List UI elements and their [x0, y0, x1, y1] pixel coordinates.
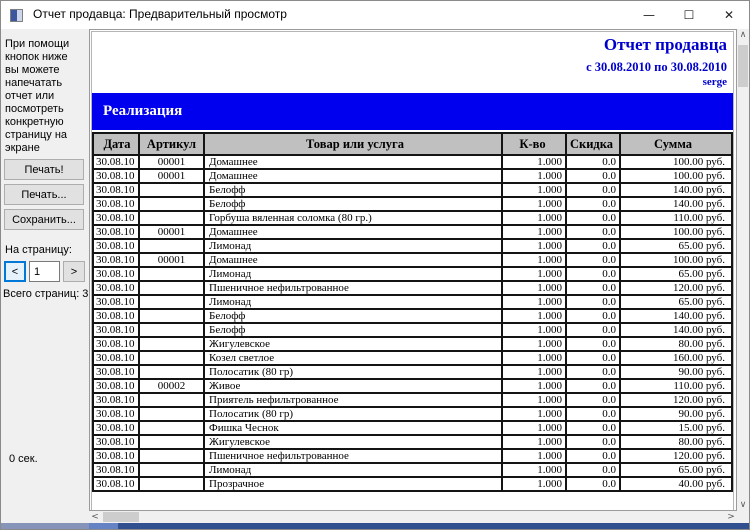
table-cell: 160.00 руб.: [620, 351, 732, 365]
table-row: [93, 421, 732, 435]
table-cell: Приятель нефильтрованное: [204, 393, 502, 407]
table-row: [93, 253, 732, 267]
table-cell: 0.0: [566, 239, 620, 253]
window-controls: [629, 1, 749, 29]
table-cell: 80.00 руб.: [620, 337, 732, 351]
table-cell: 0.0: [566, 449, 620, 463]
column-header: К-во: [502, 133, 566, 155]
table-cell: 1.000: [502, 323, 566, 337]
table-cell: [139, 267, 204, 281]
table-cell: 30.08.10: [93, 211, 139, 225]
table-cell: 30.08.10: [93, 239, 139, 253]
column-header: Скидка: [566, 133, 620, 155]
table-row: [93, 435, 732, 449]
table-cell: 1.000: [502, 295, 566, 309]
table-cell: 30.08.10: [93, 477, 139, 491]
table-row: [93, 393, 732, 407]
table-cell: Живое: [204, 379, 502, 393]
sales-table-body: [93, 155, 732, 491]
table-cell: 30.08.10: [93, 421, 139, 435]
table-row: [93, 197, 732, 211]
table-cell: 1.000: [502, 435, 566, 449]
table-cell: 30.08.10: [93, 365, 139, 379]
table-cell: 90.00 руб.: [620, 365, 732, 379]
table-cell: 0.0: [566, 211, 620, 225]
table-cell: 0.0: [566, 351, 620, 365]
table-cell: 30.08.10: [93, 463, 139, 477]
table-cell: 00001: [139, 253, 204, 267]
table-cell: 30.08.10: [93, 295, 139, 309]
table-cell: 1.000: [502, 309, 566, 323]
table-row: [93, 463, 732, 477]
table-cell: 00001: [139, 169, 204, 183]
table-cell: 1.000: [502, 197, 566, 211]
table-cell: [139, 239, 204, 253]
table-cell: 90.00 руб.: [620, 407, 732, 421]
table-cell: 65.00 руб.: [620, 463, 732, 477]
table-cell: 30.08.10: [93, 309, 139, 323]
report-page: [91, 31, 734, 511]
table-cell: 100.00 руб.: [620, 169, 732, 183]
table-row: [93, 169, 732, 183]
sidebar: [1, 29, 89, 523]
horizontal-scrollbar[interactable]: [89, 511, 737, 523]
table-cell: 140.00 руб.: [620, 309, 732, 323]
table-row: [93, 309, 732, 323]
table-cell: [139, 477, 204, 491]
table-cell: 65.00 руб.: [620, 267, 732, 281]
table-cell: 30.08.10: [93, 169, 139, 183]
bottom-strip-left: [1, 523, 89, 529]
horizontal-scroll-thumb[interactable]: [103, 512, 139, 522]
table-cell: 0.0: [566, 155, 620, 169]
table-cell: Лимонад: [204, 239, 502, 253]
table-cell: 100.00 руб.: [620, 225, 732, 239]
table-cell: 30.08.10: [93, 435, 139, 449]
report-user: serge: [702, 76, 727, 88]
table-cell: 0.0: [566, 323, 620, 337]
vertical-scroll-thumb[interactable]: [738, 45, 748, 87]
scroll-right-icon[interactable]: >: [725, 511, 737, 523]
table-cell: [139, 281, 204, 295]
sales-table-head: [93, 133, 732, 155]
title-bar: [1, 1, 749, 29]
table-cell: 30.08.10: [93, 351, 139, 365]
maximize-button[interactable]: ☐: [669, 1, 709, 29]
table-cell: 0.0: [566, 309, 620, 323]
table-cell: 0.0: [566, 267, 620, 281]
table-cell: Горбуша вяленная соломка (80 гр.): [204, 211, 502, 225]
table-cell: 0.0: [566, 407, 620, 421]
table-cell: 00002: [139, 379, 204, 393]
table-cell: Полосатик (80 гр): [204, 365, 502, 379]
table-cell: [139, 393, 204, 407]
preview-area: [89, 29, 749, 523]
table-cell: Домашнее: [204, 155, 502, 169]
table-cell: 30.08.10: [93, 183, 139, 197]
table-cell: 100.00 руб.: [620, 155, 732, 169]
table-cell: 0.0: [566, 253, 620, 267]
table-cell: Пшеничное нефильтрованное: [204, 281, 502, 295]
table-cell: 30.08.10: [93, 323, 139, 337]
table-cell: 1.000: [502, 169, 566, 183]
scroll-up-icon[interactable]: ∧: [737, 29, 749, 41]
table-cell: 0.0: [566, 337, 620, 351]
table-cell: 1.000: [502, 337, 566, 351]
table-row: [93, 155, 732, 169]
bottom-strip-accent: [89, 523, 118, 529]
column-header: Дата: [93, 133, 139, 155]
table-cell: [139, 337, 204, 351]
table-cell: 0.0: [566, 169, 620, 183]
total-pages-label: Всего страниц: 3: [3, 288, 89, 300]
table-row: [93, 379, 732, 393]
table-cell: 1.000: [502, 253, 566, 267]
print-now-button[interactable]: Печать!: [4, 159, 84, 180]
table-cell: Пшеничное нефильтрованное: [204, 449, 502, 463]
table-cell: [139, 211, 204, 225]
table-cell: 0.0: [566, 477, 620, 491]
table-cell: 0.0: [566, 281, 620, 295]
table-row: [93, 211, 732, 225]
table-cell: 1.000: [502, 351, 566, 365]
table-cell: 65.00 руб.: [620, 295, 732, 309]
table-cell: 0.0: [566, 365, 620, 379]
table-row: [93, 323, 732, 337]
table-cell: 00001: [139, 225, 204, 239]
table-cell: 0.0: [566, 393, 620, 407]
print-dialog-button[interactable]: Печать...: [4, 184, 84, 205]
table-cell: Лимонад: [204, 463, 502, 477]
table-cell: [139, 449, 204, 463]
table-cell: [139, 197, 204, 211]
table-cell: 0.0: [566, 435, 620, 449]
table-row: [93, 407, 732, 421]
table-cell: [139, 407, 204, 421]
table-row: [93, 225, 732, 239]
table-cell: Козел светлое: [204, 351, 502, 365]
close-button[interactable]: ✕: [709, 1, 749, 29]
app-icon: [10, 9, 23, 22]
table-row: [93, 337, 732, 351]
table-cell: 0.0: [566, 225, 620, 239]
page-viewport: [89, 29, 737, 511]
table-cell: 120.00 руб.: [620, 449, 732, 463]
column-header: Сумма: [620, 133, 732, 155]
table-cell: 30.08.10: [93, 267, 139, 281]
table-cell: 0.0: [566, 379, 620, 393]
save-button[interactable]: Сохранить...: [4, 209, 84, 230]
scrollbar-corner: [737, 511, 749, 523]
table-cell: [139, 365, 204, 379]
table-cell: 0.0: [566, 421, 620, 435]
table-cell: 0.0: [566, 295, 620, 309]
bottom-strip: [1, 523, 749, 529]
table-cell: 15.00 руб.: [620, 421, 732, 435]
page-number-input[interactable]: [29, 261, 60, 282]
next-page-button[interactable]: >: [63, 261, 85, 282]
table-cell: [139, 463, 204, 477]
table-cell: Белофф: [204, 323, 502, 337]
table-cell: 1.000: [502, 365, 566, 379]
table-cell: 1.000: [502, 281, 566, 295]
report-period: с 30.08.2010 по 30.08.2010: [586, 60, 727, 74]
elapsed-time-label: 0 сек.: [9, 453, 38, 465]
table-cell: 1.000: [502, 267, 566, 281]
table-cell: 100.00 руб.: [620, 253, 732, 267]
table-row: [93, 239, 732, 253]
table-cell: 30.08.10: [93, 197, 139, 211]
table-cell: 1.000: [502, 183, 566, 197]
table-cell: 1.000: [502, 477, 566, 491]
table-cell: Лимонад: [204, 295, 502, 309]
table-cell: 1.000: [502, 463, 566, 477]
table-cell: 30.08.10: [93, 281, 139, 295]
table-cell: Прозрачное: [204, 477, 502, 491]
table-cell: [139, 421, 204, 435]
table-cell: Жигулевское: [204, 337, 502, 351]
sales-table: [92, 132, 733, 492]
table-cell: 1.000: [502, 449, 566, 463]
table-cell: [139, 323, 204, 337]
table-row: [93, 365, 732, 379]
window-title: Отчет продавца: Предварительный просмотр: [33, 7, 287, 21]
table-cell: Фишка Чеснок: [204, 421, 502, 435]
table-cell: Домашнее: [204, 169, 502, 183]
table-row: [93, 295, 732, 309]
table-cell: [139, 435, 204, 449]
table-cell: 30.08.10: [93, 253, 139, 267]
table-cell: 120.00 руб.: [620, 281, 732, 295]
table-cell: 0.0: [566, 197, 620, 211]
table-row: [93, 351, 732, 365]
table-cell: 110.00 руб.: [620, 379, 732, 393]
table-cell: 0.0: [566, 463, 620, 477]
table-cell: Жигулевское: [204, 435, 502, 449]
table-cell: 00001: [139, 155, 204, 169]
table-cell: 140.00 руб.: [620, 197, 732, 211]
table-cell: 30.08.10: [93, 155, 139, 169]
table-cell: 30.08.10: [93, 393, 139, 407]
table-cell: Белофф: [204, 309, 502, 323]
table-cell: 0.0: [566, 183, 620, 197]
section-band: [92, 93, 733, 130]
table-cell: Лимонад: [204, 267, 502, 281]
page-number-label: На страницу:: [5, 244, 72, 256]
table-row: [93, 183, 732, 197]
column-header: Артикул: [139, 133, 204, 155]
table-row: [93, 477, 732, 491]
instructions-text: При помощи кнопок ниже вы можете напечатать отчет или посмотреть конкретную страницу на экране: [5, 38, 70, 154]
column-header: Товар или услуга: [204, 133, 502, 155]
table-cell: Полосатик (80 гр): [204, 407, 502, 421]
table-cell: 30.08.10: [93, 407, 139, 421]
table-cell: 120.00 руб.: [620, 393, 732, 407]
table-cell: 1.000: [502, 393, 566, 407]
table-cell: 1.000: [502, 421, 566, 435]
scroll-down-icon[interactable]: ∨: [737, 499, 749, 511]
table-cell: Белофф: [204, 197, 502, 211]
minimize-button[interactable]: —: [629, 1, 669, 29]
table-cell: 140.00 руб.: [620, 323, 732, 337]
table-cell: 1.000: [502, 211, 566, 225]
table-cell: Домашнее: [204, 225, 502, 239]
table-cell: 80.00 руб.: [620, 435, 732, 449]
scroll-left-icon[interactable]: <: [89, 511, 101, 523]
table-cell: [139, 351, 204, 365]
table-cell: [139, 183, 204, 197]
table-cell: 1.000: [502, 225, 566, 239]
table-row: [93, 281, 732, 295]
prev-page-button[interactable]: <: [4, 261, 26, 282]
table-cell: 110.00 руб.: [620, 211, 732, 225]
table-cell: 40.00 руб.: [620, 477, 732, 491]
table-cell: 1.000: [502, 239, 566, 253]
section-title: Реализация: [103, 103, 183, 119]
table-cell: 30.08.10: [93, 379, 139, 393]
table-row: [93, 267, 732, 281]
vertical-scrollbar[interactable]: [737, 29, 749, 511]
report-title: Отчет продавца: [603, 35, 727, 54]
table-cell: 1.000: [502, 379, 566, 393]
table-cell: [139, 309, 204, 323]
table-cell: 30.08.10: [93, 225, 139, 239]
table-cell: 30.08.10: [93, 337, 139, 351]
table-cell: [139, 295, 204, 309]
table-row: [93, 449, 732, 463]
table-cell: Домашнее: [204, 253, 502, 267]
table-cell: 30.08.10: [93, 449, 139, 463]
table-cell: 140.00 руб.: [620, 183, 732, 197]
table-cell: Белофф: [204, 183, 502, 197]
table-cell: 65.00 руб.: [620, 239, 732, 253]
table-cell: 1.000: [502, 407, 566, 421]
table-cell: 1.000: [502, 155, 566, 169]
